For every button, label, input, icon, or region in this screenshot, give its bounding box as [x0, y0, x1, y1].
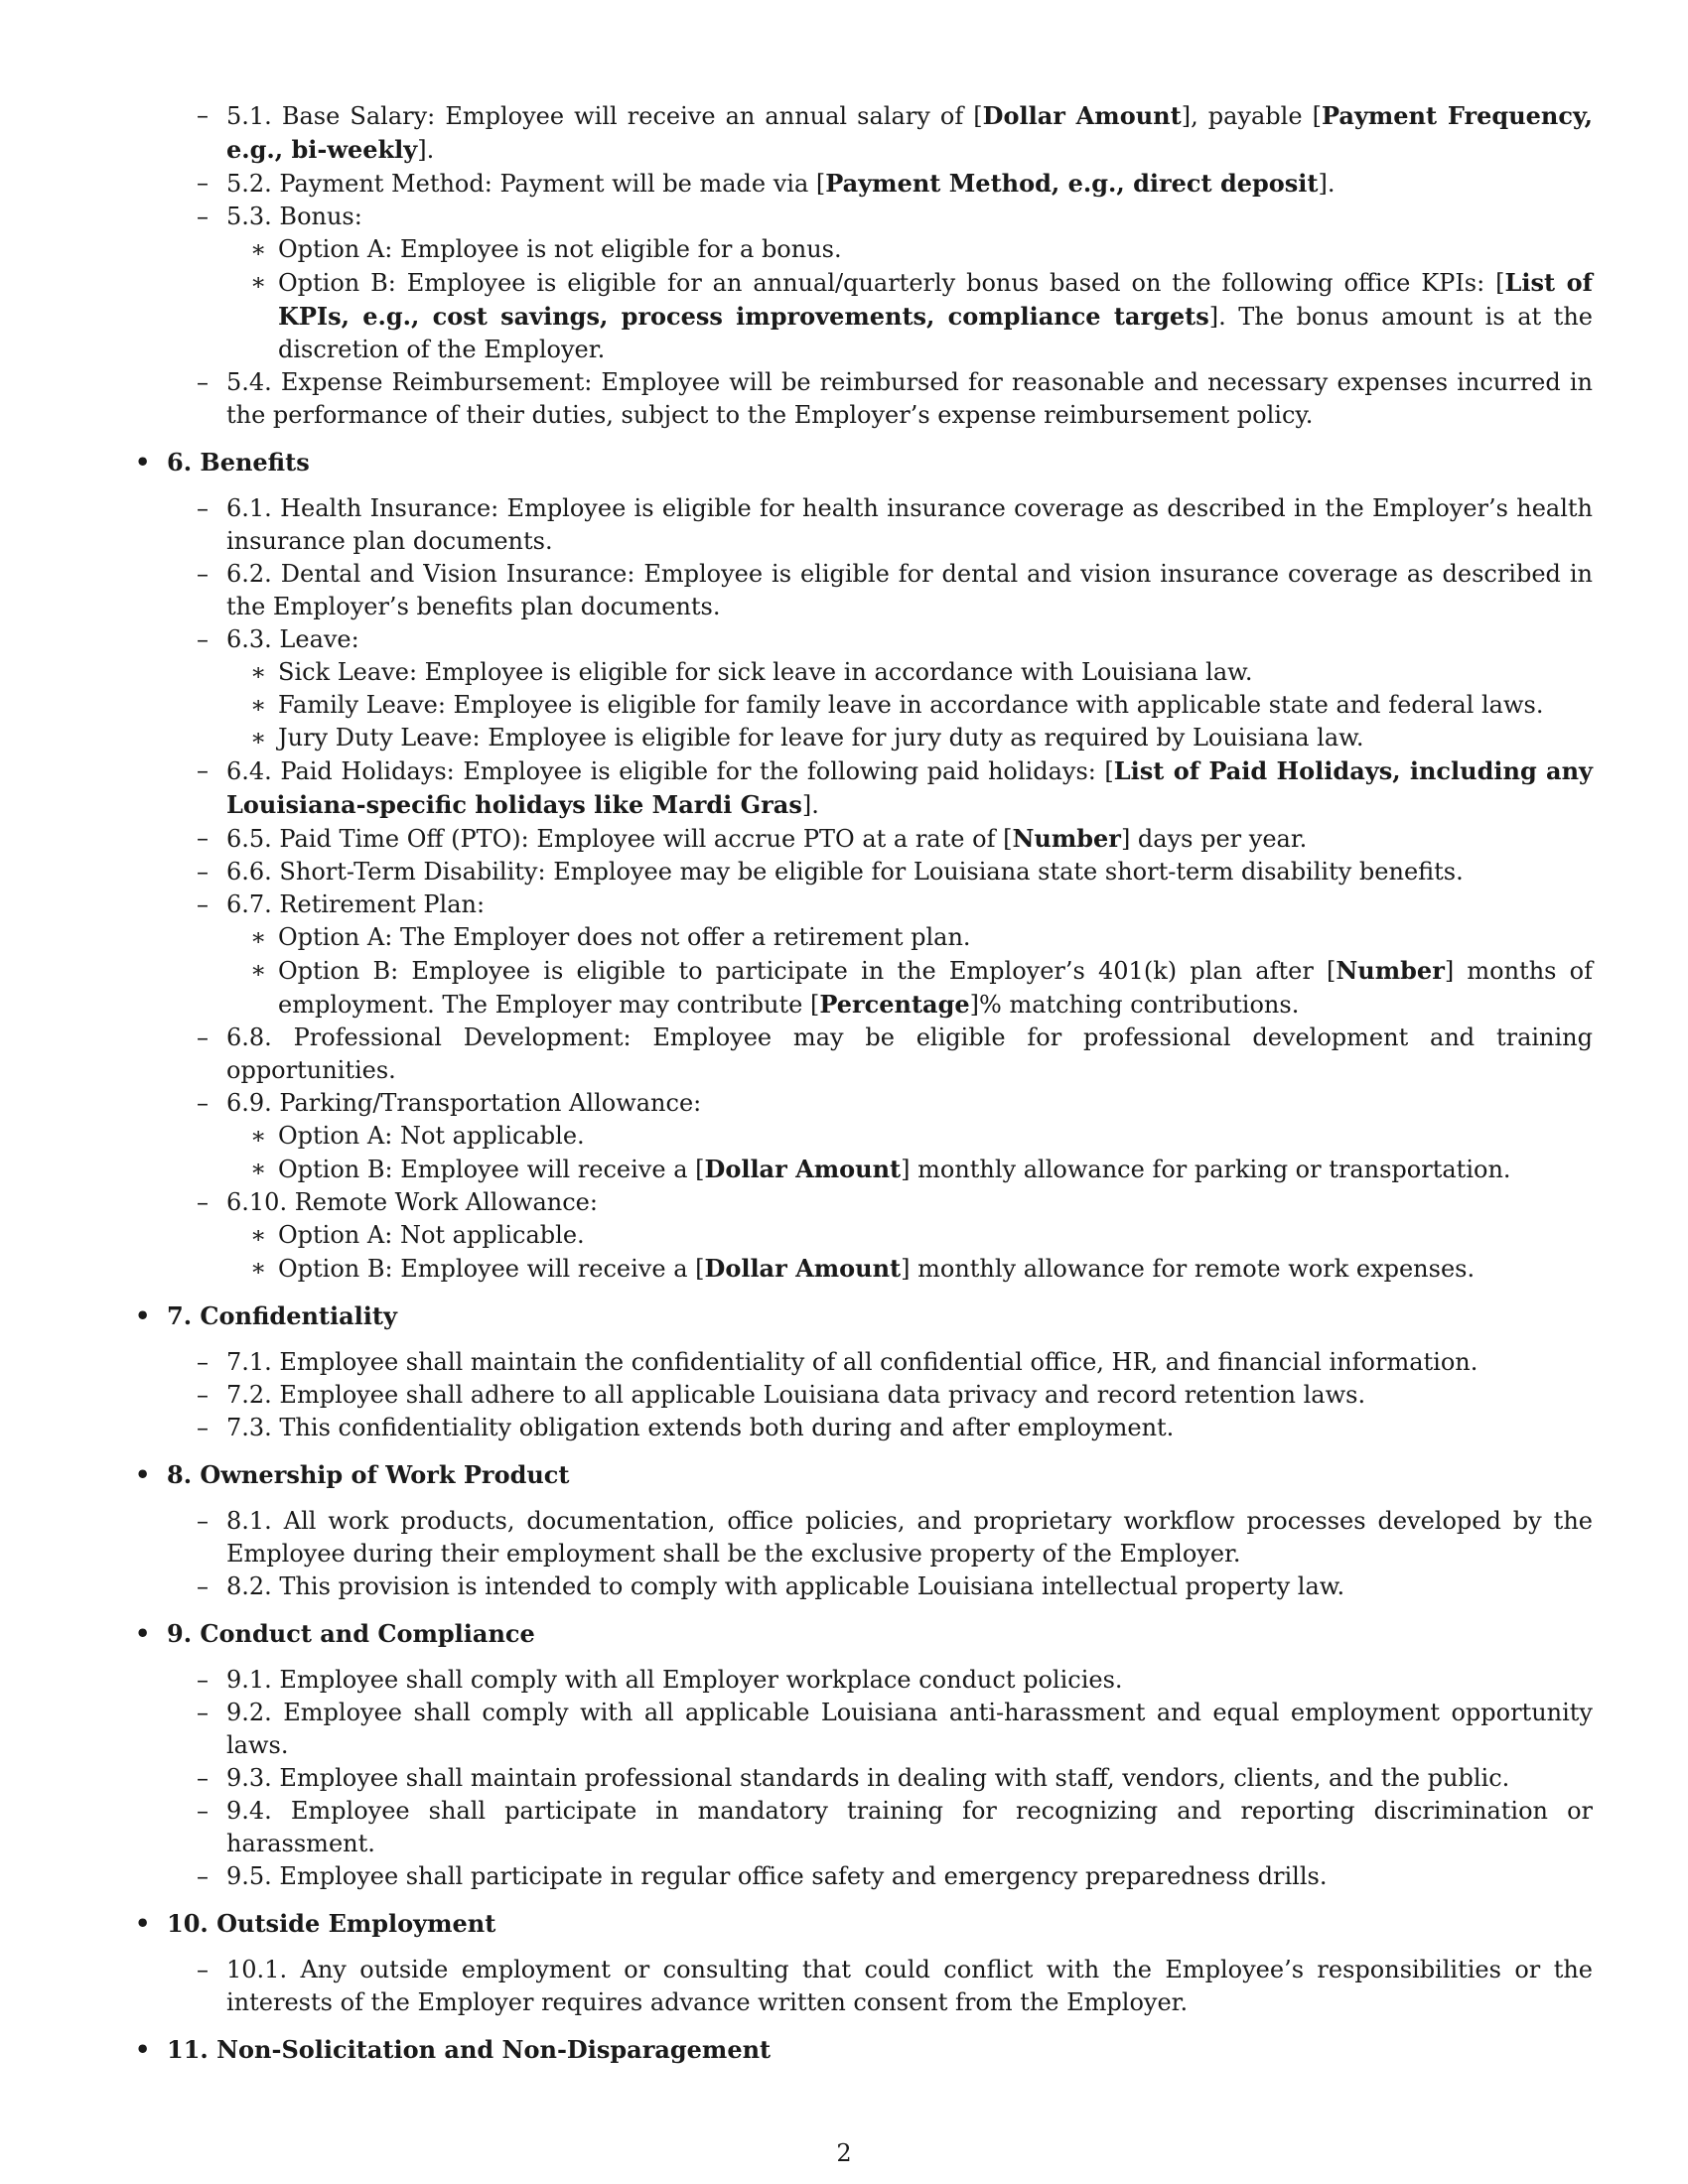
placeholder-field: Number	[1336, 956, 1445, 985]
section-heading: • 8. Ownership of Work Product	[133, 1458, 1593, 1491]
dash-marker: –	[197, 1024, 209, 1051]
document-body	[133, 99, 1593, 2080]
dash-marker: –	[197, 1089, 209, 1117]
dash-marker: –	[197, 890, 209, 918]
clause-item: – 6.6. Short-Term Disability: Employee may be eligible for Louisiana state short-term disability benefits.	[133, 856, 1593, 888]
dash-marker: –	[197, 203, 209, 230]
dash-marker: –	[197, 169, 209, 197]
star-marker: ∗	[250, 268, 267, 296]
section-heading: • 9. Conduct and Compliance	[133, 1617, 1593, 1650]
clause-subitem: ∗ Option B: Employee is eligible for an annual/quarterly bonus based on the following office KPIs: [List of KPIs, e.g., cost savings, process improvements, compliance targets]. The bonus amount is at the discretion of the Employer.	[250, 268, 1593, 363]
star-marker: ∗	[250, 1122, 267, 1150]
dash-marker: –	[197, 1956, 209, 1983]
section-heading: • 11. Non-Solicitation and Non-Disparagement	[133, 2033, 1593, 2066]
clause-item: – 8.2. This provision is intended to comply with applicable Louisiana intellectual property law.	[133, 1570, 1593, 1603]
placeholder-field: Dollar Amount	[704, 1254, 902, 1283]
clause-item: – 6.3. Leave:	[133, 623, 1593, 656]
clause-subitem: ∗ Option A: Employee is not eligible for a bonus.	[133, 233, 1593, 266]
star-marker: ∗	[250, 691, 267, 719]
star-marker: ∗	[250, 1155, 267, 1182]
page-number: 2	[836, 2139, 852, 2167]
placeholder-field: Dollar Amount	[982, 101, 1182, 130]
star-marker: ∗	[250, 235, 267, 263]
clause-subitem: ∗ Sick Leave: Employee is eligible for sick leave in accordance with Louisiana law.	[133, 656, 1593, 689]
clause-item: – 9.4. Employee shall participate in mandatory training for recognizing and reporting discrimination or harassment.	[197, 1797, 1593, 1857]
dash-marker: –	[197, 1507, 209, 1535]
clause-item: – 9.1. Employee shall comply with all Employer workplace conduct policies.	[133, 1664, 1593, 1697]
dash-marker: –	[197, 1862, 209, 1890]
dash-marker: –	[197, 560, 209, 588]
placeholder-field: Dollar Amount	[704, 1155, 902, 1183]
section-heading: • 10. Outside Employment	[133, 1907, 1593, 1940]
clause-item: – 5.1. Base Salary: Employee will receive an annual salary of [Dollar Amount], payable [Payment Frequency, e.g., bi-weekly].	[197, 101, 1593, 164]
section-heading: • 6. Benefits	[133, 446, 1593, 478]
placeholder-field: Percentage	[819, 990, 970, 1019]
clause-item: – 6.8. Professional Development: Employee may be eligible for professional development and training opportunities.	[197, 1024, 1593, 1084]
placeholder-field: List of Paid Holidays, including any Louisiana-specific holidays like Mardi Gras	[226, 756, 1593, 819]
clause-item: – 6.4. Paid Holidays: Employee is eligible for the following paid holidays: [List of Paid Holidays, including any Louisiana-specific holidays like Mardi Gras].	[197, 756, 1593, 819]
clause-subitem: ∗ Family Leave: Employee is eligible for family leave in accordance with applicable state and federal laws.	[133, 689, 1593, 722]
clause-item: – 6.10. Remote Work Allowance:	[133, 1186, 1593, 1219]
dash-marker: –	[197, 1348, 209, 1376]
clause-subitem: ∗ Option B: Employee is eligible to participate in the Employer’s 401(k) plan after [Number] months of employment. The Employer may contribute [Percentage]% matching contributions.	[250, 956, 1593, 1019]
clause-subitem: ∗ Option A: Not applicable.	[133, 1120, 1593, 1153]
clause-subitem: ∗ Option A: The Employer does not offer a retirement plan.	[133, 921, 1593, 954]
clause-item: – 6.2. Dental and Vision Insurance: Employee is eligible for dental and vision insurance coverage as described in the Employer’s benefits plan documents.	[197, 560, 1593, 620]
dash-marker: –	[197, 368, 209, 396]
star-marker: ∗	[250, 658, 267, 686]
clause-item: – 5.3. Bonus:	[133, 201, 1593, 233]
clause-item: – 9.2. Employee shall comply with all applicable Louisiana anti-harassment and equal employment opportunity laws.	[197, 1699, 1593, 1759]
clause-item: – 6.7. Retirement Plan:	[133, 888, 1593, 921]
dash-marker: –	[197, 1797, 209, 1825]
clause-item: – 10.1. Any outside employment or consulting that could conflict with the Employee’s responsibilities or the interests of the Employer requires advance written consent from the Employer.	[197, 1956, 1593, 2016]
placeholder-field: Number	[1012, 824, 1121, 853]
placeholder-field: Payment Frequency, e.g., bi-weekly	[226, 101, 1593, 164]
dash-marker: –	[197, 1699, 209, 1726]
dash-marker: –	[197, 101, 209, 129]
clause-subitem: ∗ Option B: Employee will receive a [Dollar Amount] monthly allowance for parking or transportation.	[250, 1155, 1511, 1183]
clause-item: – 6.9. Parking/Transportation Allowance:	[133, 1087, 1593, 1120]
dash-marker: –	[197, 1666, 209, 1694]
clause-item: – 5.2. Payment Method: Payment will be made via [Payment Method, e.g., direct deposit].	[197, 169, 1336, 198]
clause-item: – 7.1. Employee shall maintain the confidentiality of all confidential office, HR, and financial information.	[133, 1346, 1593, 1379]
clause-subitem: ∗ Option B: Employee will receive a [Dollar Amount] monthly allowance for remote work expenses.	[250, 1254, 1476, 1283]
dash-marker: –	[197, 824, 209, 852]
dash-marker: –	[197, 756, 209, 784]
dash-marker: –	[197, 1188, 209, 1216]
clause-item: – 5.4. Expense Reimbursement: Employee will be reimbursed for reasonable and necessary expenses incurred in the performance of their duties, subject to the Employer’s expense reimbursement policy.	[197, 368, 1593, 429]
star-marker: ∗	[250, 724, 267, 751]
star-marker: ∗	[250, 1254, 267, 1282]
clause-item: – 8.1. All work products, documentation, office policies, and proprietary workflow processes developed by the Employee during their employment shall be the exclusive property of the Employer.	[197, 1507, 1593, 1568]
placeholder-field: Payment Method, e.g., direct deposit	[825, 169, 1319, 198]
section-heading: • 7. Confidentiality	[133, 1299, 1593, 1332]
dash-marker: –	[197, 625, 209, 653]
clause-item: – 6.5. Paid Time Off (PTO): Employee will accrue PTO at a rate of [Number] days per year.	[197, 824, 1308, 853]
dash-marker: –	[197, 1414, 209, 1441]
star-marker: ∗	[250, 956, 267, 984]
star-marker: ∗	[250, 923, 267, 951]
clause-item: – 6.1. Health Insurance: Employee is eligible for health insurance coverage as described in the Employer’s health insurance plan documents.	[197, 494, 1593, 555]
dash-marker: –	[197, 494, 209, 522]
clause-item: – 9.5. Employee shall participate in regular office safety and emergency preparedness drills.	[133, 1860, 1593, 1893]
placeholder-field: List of KPIs, e.g., cost savings, process improvements, compliance targets	[278, 268, 1593, 331]
dash-marker: –	[197, 1572, 209, 1600]
star-marker: ∗	[250, 1221, 267, 1249]
clause-item: – 7.3. This confidentiality obligation extends both during and after employment.	[133, 1412, 1593, 1444]
clause-item: – 9.3. Employee shall maintain professional standards in dealing with staff, vendors, clients, and the public.	[133, 1762, 1593, 1795]
clause-subitem: ∗ Jury Duty Leave: Employee is eligible for leave for jury duty as required by Louisiana law.	[133, 722, 1593, 754]
dash-marker: –	[197, 858, 209, 886]
dash-marker: –	[197, 1764, 209, 1792]
clause-item: – 7.2. Employee shall adhere to all applicable Louisiana data privacy and record retention laws.	[133, 1379, 1593, 1412]
dash-marker: –	[197, 1381, 209, 1409]
clause-subitem: ∗ Option A: Not applicable.	[133, 1219, 1593, 1252]
